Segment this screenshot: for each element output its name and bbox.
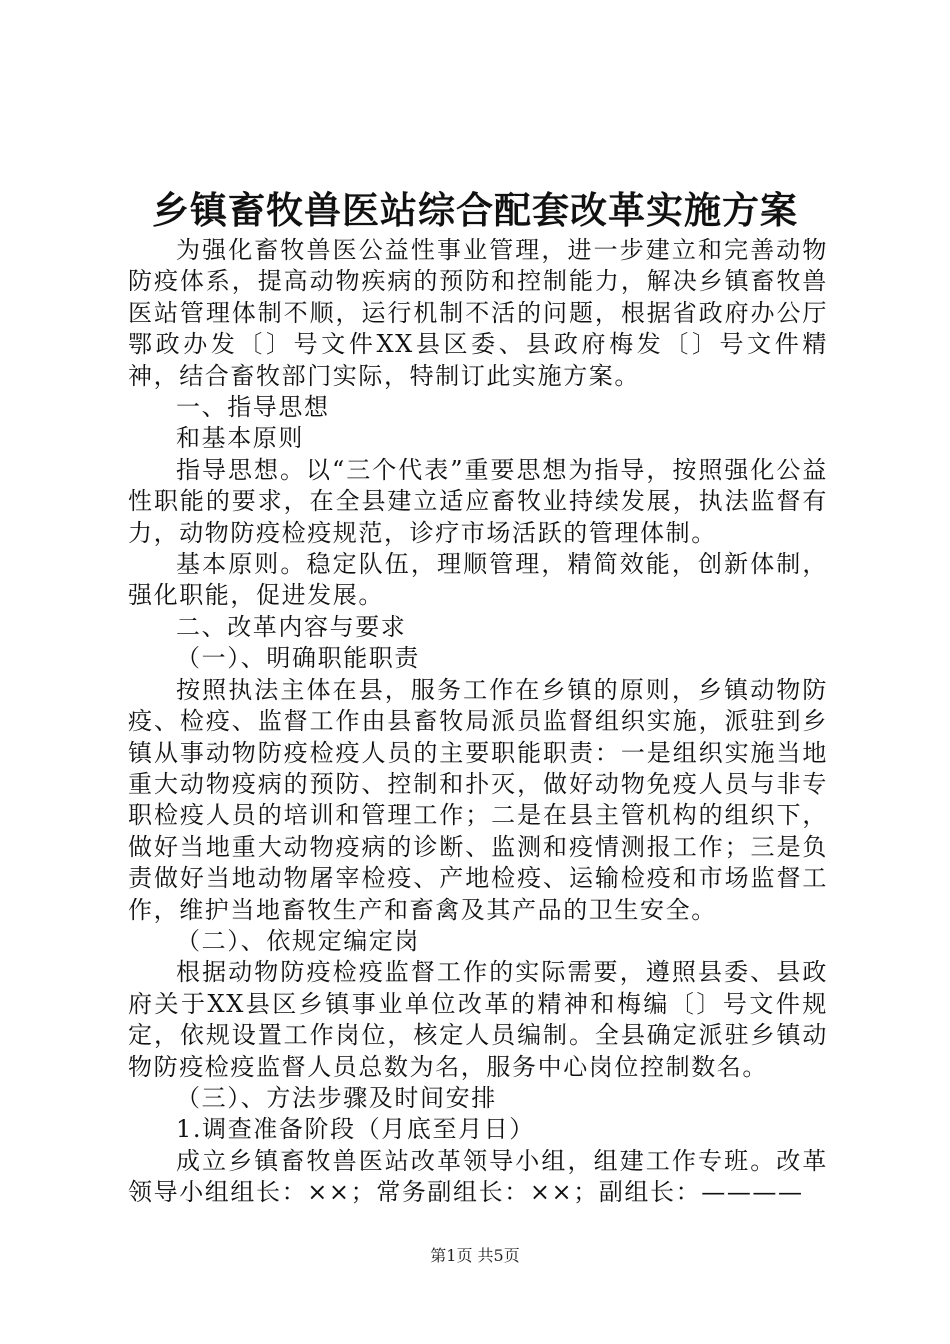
stage-heading-preparation: 1.调查准备阶段（月底至月日） bbox=[176, 1115, 535, 1144]
subsection-heading-duties: （一）、明确职能职责 bbox=[176, 644, 420, 673]
section-heading-guiding-thought: 一、指导思想 bbox=[176, 393, 330, 422]
section-heading-reform-content: 二、改革内容与要求 bbox=[176, 612, 407, 641]
subsection-heading-staffing: （二）、依规定编定岗 bbox=[176, 926, 420, 955]
page-footer: 第1页 共5页 bbox=[430, 1246, 520, 1265]
guiding-thought-paragraph: 指导思想。以“三个代表”重要思想为指导，按照强化公益性职能的要求，在全县建立适应畜牧业持续发展，执法监督有力，动物防疫检疫规范，诊疗市场活跃的管理体制。 bbox=[128, 455, 828, 547]
staffing-paragraph: 根据动物防疫检疫监督工作的实际需要，遵照县委、县政府关于XX县区乡镇事业单位改革的精神和梅编〔〕号文件规定，依规设置工作岗位，核定人员编制。全县确定派驻乡镇动物防疫检疫监督人员总数为名，服务中心岗位控制数名。 bbox=[128, 958, 828, 1081]
duties-paragraph: 按照执法主体在县，服务工作在乡镇的原则，乡镇动物防疫、检疫、监督工作由县畜牧局派员监督组织实施，派驻到乡镇从事动物防疫检疫人员的主要职能职责：一是组织实施当地重大动物疫病的预防、控制和扑灭，做好动物免疫人员与非专职检疫人员的培训和管理工作；二是在县主管机构的组织下，做好当地重大动物疫病的诊断、监测和疫情测报工作；三是负责做好当地动物屠宰检疫、产地检疫、运输检疫和市场监督工作，维护当地畜牧生产和畜禽及其产品的卫生安全。 bbox=[128, 675, 828, 924]
subsection-heading-schedule: （三）、方法步骤及时间安排 bbox=[176, 1083, 497, 1112]
preparation-paragraph: 成立乡镇畜牧兽医站改革领导小组，组建工作专班。改革领导小组组长：××；常务副组长：××；副组长：———— bbox=[128, 1146, 828, 1207]
document-title: 乡镇畜牧兽医站综合配套改革实施方案 bbox=[152, 188, 798, 232]
intro-paragraph: 为强化畜牧兽医公益性事业管理，进一步建立和完善动物防疫体系，提高动物疾病的预防和控制能力，解决乡镇畜牧兽医站管理体制不顺，运行机制不活的问题，根据省政府办公厅鄂政办发〔〕号文件XX县区委、县政府梅发〔〕号文件精神，结合畜牧部门实际，特制订此实施方案。 bbox=[128, 236, 828, 390]
section-heading-continuation: 和基本原则 bbox=[176, 424, 304, 453]
document-body bbox=[128, 235, 828, 1209]
basic-principles-paragraph: 基本原则。稳定队伍，理顺管理，精简效能，创新体制，强化职能，促进发展。 bbox=[128, 550, 828, 610]
